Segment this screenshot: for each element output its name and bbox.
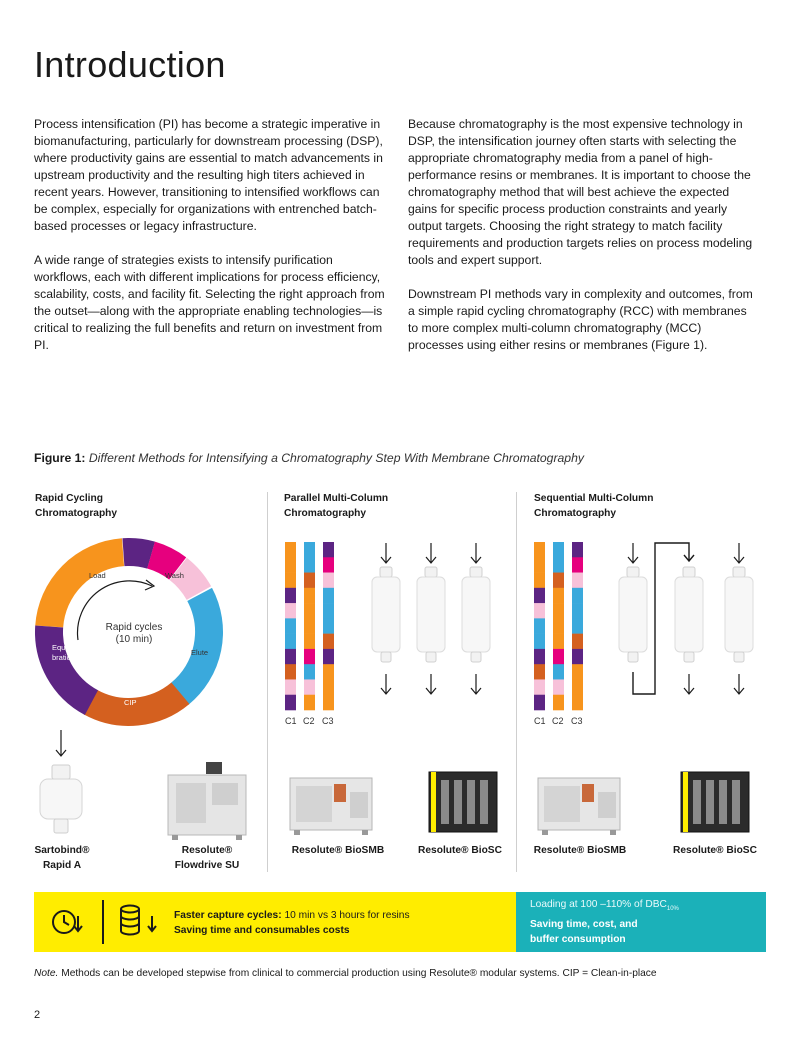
biosc-system-image <box>441 780 449 824</box>
column-stack-segment <box>323 573 334 589</box>
column-stack-segment <box>553 557 564 573</box>
column-stack-segment <box>304 573 315 589</box>
column-stack-segment <box>323 664 334 680</box>
column-stack-segment <box>534 542 545 558</box>
column-stack-segment <box>572 634 583 650</box>
biosmb-system-image <box>350 792 368 818</box>
product-label-biosmb: Resolute® BioSMB <box>533 845 627 856</box>
column-stack-segment <box>534 603 545 619</box>
column-stack-segment <box>323 634 334 650</box>
membrane-cartridge-image <box>372 577 400 652</box>
figure-title: Different Methods for Intensifying a Chromatography Step With Membrane Chromatography <box>88 451 584 465</box>
membrane-cartridge-image <box>675 577 703 652</box>
biosmb-system-image <box>294 830 300 835</box>
banner-divider <box>102 900 104 944</box>
product-label-sartobind: Sartobind® Rapid A <box>34 845 90 871</box>
loading-banner <box>516 892 766 952</box>
figure-note <box>34 968 657 979</box>
donut-label-elute: Elute <box>191 648 209 657</box>
column-stack-segment <box>323 618 334 634</box>
biosc-system-image <box>467 780 475 824</box>
column-stack-segment <box>572 618 583 634</box>
column-stack-segment <box>572 695 583 711</box>
column-stack-segment <box>304 618 315 634</box>
column-label: C3 <box>571 716 583 726</box>
note-label: Note. <box>34 968 59 979</box>
biosmb-system-image <box>610 830 616 835</box>
column-stack-segment <box>553 542 564 558</box>
membrane-cartridge-image <box>462 577 490 652</box>
column-stack-segment <box>285 557 296 573</box>
biosc-system-image <box>480 780 488 824</box>
membrane-cartridge-image <box>425 567 437 577</box>
column-label: C1 <box>285 716 297 726</box>
donut-label-equilibration: Equili- <box>52 643 73 652</box>
column-stack-segment <box>285 588 296 604</box>
page-number: 2 <box>34 1009 41 1021</box>
column-stack-segment <box>553 634 564 650</box>
donut-label-load: Load <box>89 571 106 580</box>
biosmb-system-image <box>362 830 368 835</box>
column-stack-segment <box>323 695 334 711</box>
column-stack-segment <box>553 573 564 589</box>
column-stack-segment <box>572 588 583 604</box>
membrane-cartridge-image <box>733 567 745 577</box>
benefit-banner <box>34 892 516 952</box>
membrane-cartridge-image <box>725 577 753 652</box>
column-stack-segment <box>304 649 315 665</box>
biosmb-system-image <box>544 786 580 822</box>
section-title-sequential: Sequential Multi-Column Chromatography <box>534 493 654 519</box>
loading-savings: Saving time, cost, and <box>530 919 638 931</box>
biosc-system-image <box>719 780 727 824</box>
membrane-cartridge-image <box>417 577 445 652</box>
page-title: Introduction <box>34 44 226 85</box>
column-stack-segment <box>572 557 583 573</box>
donut-center-text: Rapid cycles <box>105 622 163 633</box>
section-title-parallel: Parallel Multi-Column Chromatography <box>284 493 389 519</box>
column-label: C3 <box>322 716 334 726</box>
biosc-system-image <box>706 780 714 824</box>
product-label-biosc: Resolute® BioSC <box>418 845 502 856</box>
loading-text: Loading at 100 –110% of $DBC_{10\%}$ <box>530 899 679 913</box>
membrane-cartridge-image <box>471 652 481 662</box>
column-stack-segment <box>285 649 296 665</box>
membrane-cartridge-image <box>628 652 638 662</box>
biosmb-system-image <box>296 786 332 822</box>
column-label: C1 <box>534 716 546 726</box>
column-stack-segment <box>304 679 315 695</box>
column-stack-segment <box>304 695 315 711</box>
membrane-cartridge-image <box>627 567 639 577</box>
biosc-system-image <box>454 780 462 824</box>
paragraph: Process intensification (PI) has become a strategic imperative in biomanufacturing, particularly for downstream processing (DSP), where productivity gains are essential to match advancements in upstream productivity and the resulting high titers achieved in recent years. However, transitioning to intensified workflows can be complex, especially for organizations with entrenched batch-based processes or legacy infrastructure. <box>34 117 383 233</box>
column-stack-segment <box>285 542 296 558</box>
column-stack-segment <box>285 695 296 711</box>
column-stack-segment <box>553 679 564 695</box>
column-stack-segment <box>285 634 296 650</box>
loading-savings: buffer consumption <box>530 934 626 946</box>
product-label-flowdrive: Resolute® Flowdrive SU <box>174 845 240 871</box>
column-stack-segment <box>323 542 334 558</box>
coins-down-icon <box>116 902 166 942</box>
column-stack-segment <box>534 557 545 573</box>
biosc-system-image <box>431 772 436 832</box>
column-stack-segment <box>304 557 315 573</box>
column-stack-segment <box>553 588 564 604</box>
column-stack-segment <box>304 542 315 558</box>
membrane-cartridge-image <box>381 652 391 662</box>
biosmb-system-image <box>598 792 616 818</box>
column-stack-segment <box>534 664 545 680</box>
column-stack-segment <box>285 664 296 680</box>
banner-text <box>174 908 410 938</box>
product-label-biosc: Resolute® BioSC <box>673 845 757 856</box>
membrane-cartridge-image <box>470 567 482 577</box>
column-label: C2 <box>552 716 564 726</box>
biosmb-system-image <box>582 784 594 802</box>
biosc-system-image <box>732 780 740 824</box>
membrane-cartridge-image <box>683 567 695 577</box>
column-stack-segment <box>572 679 583 695</box>
banner-savings: Saving time and consumables costs <box>174 925 350 936</box>
membrane-cartridge-image <box>380 567 392 577</box>
banner-faster-value: 10 min vs 3 hours for resins <box>284 910 410 921</box>
column-stack-segment <box>285 618 296 634</box>
column-stack-segment <box>304 664 315 680</box>
column-stack-segment <box>553 618 564 634</box>
donut-label-equilibration: bration <box>52 653 75 662</box>
column-stack-segment <box>572 542 583 558</box>
paragraph: Downstream PI methods vary in complexity and outcomes, from a simple rapid cycling chromatography (RCC) with membranes to more complex multi-column chromatography (MCC) processes using either resins or membranes (Figure 1). <box>408 287 753 352</box>
column-stack-segment <box>534 634 545 650</box>
column-stack-segment <box>572 664 583 680</box>
donut-center-text: (10 min) <box>115 634 153 645</box>
product-label-biosmb: Resolute® BioSMB <box>291 845 385 856</box>
column-stack-segment <box>304 634 315 650</box>
banner-faster-label: Faster capture cycles: <box>174 910 282 921</box>
column-stack-segment <box>304 603 315 619</box>
column-stack-segment <box>534 695 545 711</box>
paragraph: Because chromatography is the most expensive technology in DSP, the intensification journey often starts with selecting the appropriate chromatography media from a panel of high-performance resins or membranes. It is important to choose the chromatography method that will best achieve the expected gains for specific process production constraints and yearly output targets. Choosing the right strategy to match facility requirements and production targets relies on process modeling tools and expert support. <box>408 117 753 267</box>
column-stack-segment <box>553 664 564 680</box>
membrane-cartridge-image <box>619 577 647 652</box>
column-stack-segment <box>323 557 334 573</box>
column-stack-segment <box>534 573 545 589</box>
membrane-cartridge-image <box>426 652 436 662</box>
column-stack-segment <box>553 603 564 619</box>
column-stack-segment <box>534 649 545 665</box>
column-stack-segment <box>553 649 564 665</box>
donut-label-cip: CIP <box>124 698 137 707</box>
membrane-cartridge-image <box>684 652 694 662</box>
column-stack-segment <box>534 679 545 695</box>
column-stack-segment <box>323 649 334 665</box>
column-stack-segment <box>572 603 583 619</box>
section-title-rcc: Rapid Cycling Chromatography <box>35 493 118 519</box>
column-stack-segment <box>534 618 545 634</box>
column-stack-segment <box>285 573 296 589</box>
column-stack-segment <box>534 588 545 604</box>
column-stack-segment <box>572 649 583 665</box>
clock-down-icon <box>50 902 90 942</box>
column-stack-segment <box>304 588 315 604</box>
donut-label-wash: Wash <box>165 571 184 580</box>
biosc-system-image <box>683 772 688 832</box>
biosmb-system-image <box>542 830 548 835</box>
column-label: C2 <box>303 716 315 726</box>
column-stack-segment <box>285 603 296 619</box>
column-stack-segment <box>323 603 334 619</box>
column-stack-segment <box>553 695 564 711</box>
membrane-cartridge-image <box>734 652 744 662</box>
column-stack-segment <box>285 679 296 695</box>
figure-label: Figure 1: <box>34 451 86 465</box>
paragraph: A wide range of strategies exists to intensify purification workflows, each with different implications for process efficiency, scalability, costs, and facility fit. Selecting the right approach from the outset—along with the appropriate enabling technologies—is critical to realizing the full benefits and return on investment from PI. <box>34 253 385 352</box>
biosc-system-image <box>693 780 701 824</box>
biosmb-system-image <box>334 784 346 802</box>
column-stack-segment <box>323 588 334 604</box>
column-stack-segment <box>323 679 334 695</box>
note-text: Methods can be developed stepwise from clinical to commercial production using Resolute® modular systems. CIP = Clean-in-place <box>61 968 657 979</box>
column-stack-segment <box>572 573 583 589</box>
